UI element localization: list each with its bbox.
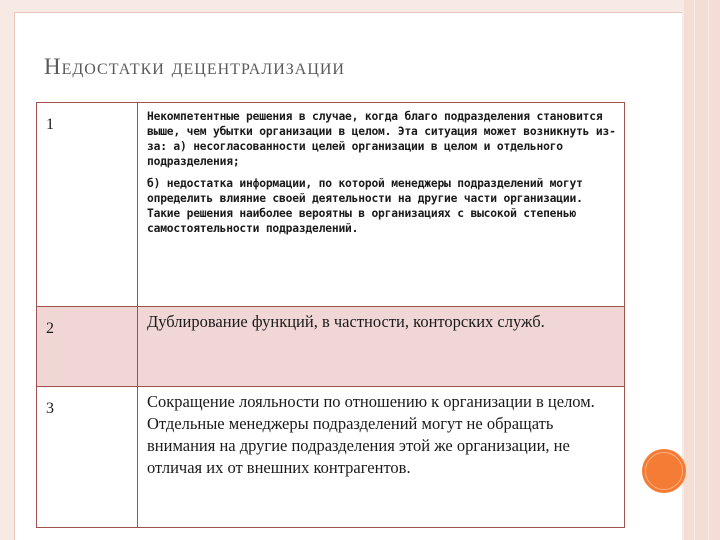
row-number: 1 <box>37 103 138 307</box>
row-paragraph: Некомпетентные решения в случае, когда благо подразделения становится выше, чем убытки организации в целом. Эта ситуация может возникнуть из-за: а) несогласованности целей организации в целом и отдельного подразделения; <box>147 110 616 168</box>
row-number: 2 <box>37 307 138 387</box>
content-table <box>36 102 625 528</box>
strip-line <box>694 0 695 540</box>
table-row <box>37 307 625 387</box>
row-text: Дублирование функций, в частности, конторских служб. <box>138 307 625 387</box>
row-paragraph: б) недостатка информации, по которой менеджеры подразделений могут определить влияние своей деятельности на другие части организации. Такие решения наиболее вероятны в организациях с высокой степенью самостоятельности подразделений. <box>147 177 583 235</box>
decorative-circle-ring <box>645 452 683 490</box>
row-text <box>138 103 625 307</box>
strip-line <box>708 0 709 540</box>
table-row <box>37 387 625 528</box>
row-text: Сокращение лояльности по отношению к организации в целом. Отдельные менеджеры подразделений могут не обращать внимания на другие подразделения этой же организации, не отличая их от внешних контрагентов. <box>138 387 625 528</box>
decorative-circle <box>642 449 686 493</box>
slide-title: Недостатки децентрализации <box>44 54 345 79</box>
table-row <box>37 103 625 307</box>
decorative-side-strip <box>684 0 720 540</box>
frame-border-left <box>14 12 15 540</box>
frame-border-top <box>14 12 682 13</box>
row-number: 3 <box>37 387 138 528</box>
